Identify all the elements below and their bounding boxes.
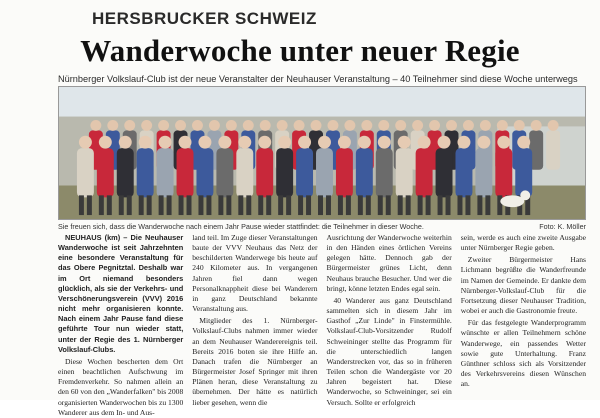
- person-leg: [398, 195, 403, 215]
- person-head: [463, 120, 474, 131]
- person-leg: [298, 195, 303, 215]
- person-head: [398, 136, 411, 149]
- article-paragraph: 40 Wanderer aus ganz Deutschland sammelten sich in diesem Jahr im Gasthof „Zur Linde" in Finstermühle. Volkslauf-Club-Vorsitzender Rudolf Schweininger stellte das Programm für die unterschiedlich langen Wanderstrecken vor, das so in früheren Teilen schon die Wandergäste vor 20 Jahren begeistert hat. Diese Wanderwoche, so Schweininger, sei ein Versuch. Sollte er erfolgreich: [326, 295, 452, 407]
- article-lead: NEUHAUS (km) – Die Neuhauser Wanderwoche ist seit Jahrzehnten eine besondere Veranstaltung für das Obere Pegnitztal. Deshalb war im Ort niemand besonders glücklich, als sie der Verkehrs- und Verschönerungsverein (VVV) 2016 nicht mehr organisieren konnte. Nach einem Jahr Pause fand diese geführte Tour nun wieder statt, unter der Regie des 1. Nürnberger Volkslauf-Clubs.: [58, 233, 184, 354]
- person-front-row: [495, 148, 512, 197]
- person-leg: [278, 195, 283, 215]
- person-head: [497, 120, 508, 131]
- person-head: [298, 136, 311, 149]
- person-head: [378, 136, 391, 149]
- person-front-row: [296, 148, 313, 197]
- article-paragraph: Mitglieder des 1. Nürnberger-Volkslauf-Clubs nahmen immer wieder an dem Neuhauser Wanderereignis teil. Bereits 2016 boten sie ihre Hilfe an. Danach trafen die Nürnberger an Bürgermeister Josef Springer mit ihren Plänen heran, diese Veranstaltung zu übernehmen. Der hätte es natürlich lieber gesehen, wenn die: [192, 316, 318, 407]
- person-front-row: [515, 148, 532, 197]
- person-leg: [206, 195, 211, 215]
- person-head: [412, 120, 423, 131]
- person-leg: [306, 195, 311, 215]
- person-head: [278, 136, 291, 149]
- person-head: [198, 136, 211, 149]
- person-head: [514, 120, 525, 131]
- person-head: [446, 120, 457, 131]
- person-head: [480, 120, 491, 131]
- person-leg: [386, 195, 391, 215]
- person-head: [107, 120, 118, 131]
- person-head: [311, 120, 322, 131]
- person-leg: [338, 195, 343, 215]
- person-leg: [346, 195, 351, 215]
- person-leg: [446, 195, 451, 215]
- person-front-row: [97, 148, 114, 197]
- person-head: [548, 120, 559, 131]
- person-head: [327, 120, 338, 131]
- person-head: [344, 120, 355, 131]
- photo-credit: Foto: K. Möller: [539, 222, 586, 231]
- person-leg: [198, 195, 203, 215]
- person-head: [141, 120, 152, 131]
- person-head: [218, 136, 231, 149]
- section-label: HERSBRUCKER SCHWEIZ: [92, 9, 317, 28]
- person-leg: [457, 195, 462, 215]
- person-front-row: [376, 148, 393, 197]
- person-leg: [358, 195, 363, 215]
- person-leg: [218, 195, 223, 215]
- person-front-row: [436, 148, 453, 197]
- person-front-row: [336, 148, 353, 197]
- photo-caption: Sie freuen sich, dass die Wanderwoche nach einem Jahr Pause wieder stattfindet: die Teilnehmer in dieser Woche.: [58, 222, 424, 231]
- person-back-row: [546, 130, 560, 169]
- person-leg: [79, 195, 84, 215]
- person-leg: [238, 195, 243, 215]
- person-leg: [147, 195, 152, 215]
- person-front-row: [157, 148, 174, 197]
- person-head: [158, 120, 169, 131]
- person-leg: [99, 195, 104, 215]
- person-head: [226, 120, 237, 131]
- person-front-row: [137, 148, 154, 197]
- person-front-row: [396, 148, 413, 197]
- person-leg: [438, 195, 443, 215]
- person-head: [358, 136, 371, 149]
- person-head: [361, 120, 372, 131]
- person-head: [192, 120, 203, 131]
- person-head: [457, 136, 470, 149]
- article-body: [58, 233, 586, 417]
- person-leg: [87, 195, 92, 215]
- person-head: [99, 136, 112, 149]
- person-leg: [139, 195, 144, 215]
- person-leg: [167, 195, 172, 215]
- person-front-row: [216, 148, 233, 197]
- person-leg: [258, 195, 263, 215]
- person-leg: [418, 195, 423, 215]
- person-head: [159, 136, 172, 149]
- person-front-row: [117, 148, 134, 197]
- group-photo: [58, 86, 586, 220]
- person-head: [258, 136, 271, 149]
- person-leg: [107, 195, 112, 215]
- person-head: [531, 120, 542, 131]
- person-leg: [119, 195, 124, 215]
- person-leg: [159, 195, 164, 215]
- person-head: [477, 136, 490, 149]
- article-paragraph: sein, werde es auch eine zweite Ausgabe unter Nürnberger Regie geben.: [460, 233, 586, 253]
- person-leg: [366, 195, 371, 215]
- person-head: [294, 120, 305, 131]
- hiking-group-illustration: [59, 87, 585, 219]
- person-head: [497, 136, 510, 149]
- person-head: [179, 136, 192, 149]
- article-paragraph: land teil. Im Zuge dieser Veranstaltungen baute der VVV Neuhaus das Netz der beschilderten Wanderwege bis heute auf 240 Kilometer aus. In vergangenen Jahren fiel dann wegen Personalknappheit diese bei Wanderern in ganz Deutschland bekannte Veranstaltung aus.: [192, 233, 318, 314]
- person-head: [517, 136, 530, 149]
- article-column-4: [461, 233, 586, 395]
- person-leg: [187, 195, 192, 215]
- person-head: [119, 136, 132, 149]
- person-front-row: [236, 148, 253, 197]
- person-leg: [406, 195, 411, 215]
- person-front-row: [256, 148, 273, 197]
- person-head: [79, 136, 92, 149]
- person-head: [209, 120, 220, 131]
- person-head: [318, 136, 331, 149]
- person-leg: [318, 195, 323, 215]
- article-column-2: [192, 233, 318, 407]
- person-head: [124, 120, 135, 131]
- person-head: [260, 120, 271, 131]
- person-leg: [226, 195, 231, 215]
- person-head: [338, 136, 351, 149]
- person-front-row: [77, 148, 94, 197]
- person-head: [90, 120, 101, 131]
- person-leg: [326, 195, 331, 215]
- person-head: [378, 120, 389, 131]
- person-front-row: [196, 148, 213, 197]
- person-leg: [286, 195, 291, 215]
- person-leg: [485, 195, 490, 215]
- person-front-row: [416, 148, 433, 197]
- person-front-row: [177, 148, 194, 197]
- person-front-row: [475, 148, 492, 197]
- subtitle: Nürnberger Volkslauf-Club ist der neue Veranstalter der Neuhauser Veranstaltung – 40 Teilnehmer sind diese Woche unterwegs: [58, 74, 578, 84]
- article-column-1: [58, 233, 184, 417]
- person-front-row: [455, 148, 472, 197]
- person-head: [395, 120, 406, 131]
- person-head: [139, 136, 152, 149]
- person-leg: [127, 195, 132, 215]
- person-head: [277, 120, 288, 131]
- person-leg: [497, 195, 502, 215]
- person-front-row: [356, 148, 373, 197]
- article-paragraph: Zweiter Bürgermeister Hans Lichmann begrüßte die Wanderfreunde im Namen der Gemeinde. Er dankte dem Nürnberger-Volkslauf-Club für die Fortsetzung dieser Neuhauser Tradition, wobei er auch die Gastronomie freute.: [460, 255, 586, 316]
- article-paragraph: Für das festgelegte Wanderprogramm wünschte er allen Teilnehmern schöne Wanderwege, ein passendes Wetter sowie gute Unterhaltung. Franz Günthner schloss sich als Vorsitzender des Verkehrsvereins diesen Wünschen an.: [460, 318, 586, 389]
- person-leg: [477, 195, 482, 215]
- person-head: [429, 120, 440, 131]
- article-column-3: [326, 233, 452, 407]
- person-head: [238, 136, 251, 149]
- person-leg: [246, 195, 251, 215]
- person-leg: [266, 195, 271, 215]
- person-head: [438, 136, 451, 149]
- person-head: [243, 120, 254, 131]
- article-paragraph: Diese Wochen bescherten dem Ort einen beachtlichen Aufschwung im Fremdenverkehr. So nahmen allein an den 60 von den „Wanderfalken" bis 2008 organisierten Wanderwochen bis zu 1300 Wanderer aus dem In- und Aus-: [58, 356, 184, 417]
- person-head: [418, 136, 431, 149]
- person-leg: [465, 195, 470, 215]
- dog-head: [520, 190, 530, 200]
- person-leg: [378, 195, 383, 215]
- person-head: [175, 120, 186, 131]
- person-front-row: [316, 148, 333, 197]
- person-leg: [179, 195, 184, 215]
- person-leg: [426, 195, 431, 215]
- headline: Wanderwoche unter neuer Regie: [80, 33, 520, 68]
- person-front-row: [276, 148, 293, 197]
- article-paragraph: Ausrichtung der Wanderwoche weiterhin in den Händen eines örtlichen Vereins gelegen hätte. Dennoch gab der Bürgermeister grünes Licht, denn Neuhaus brauche Besucher. Und wer die bringt, könne letzten Endes egal sein.: [326, 233, 452, 293]
